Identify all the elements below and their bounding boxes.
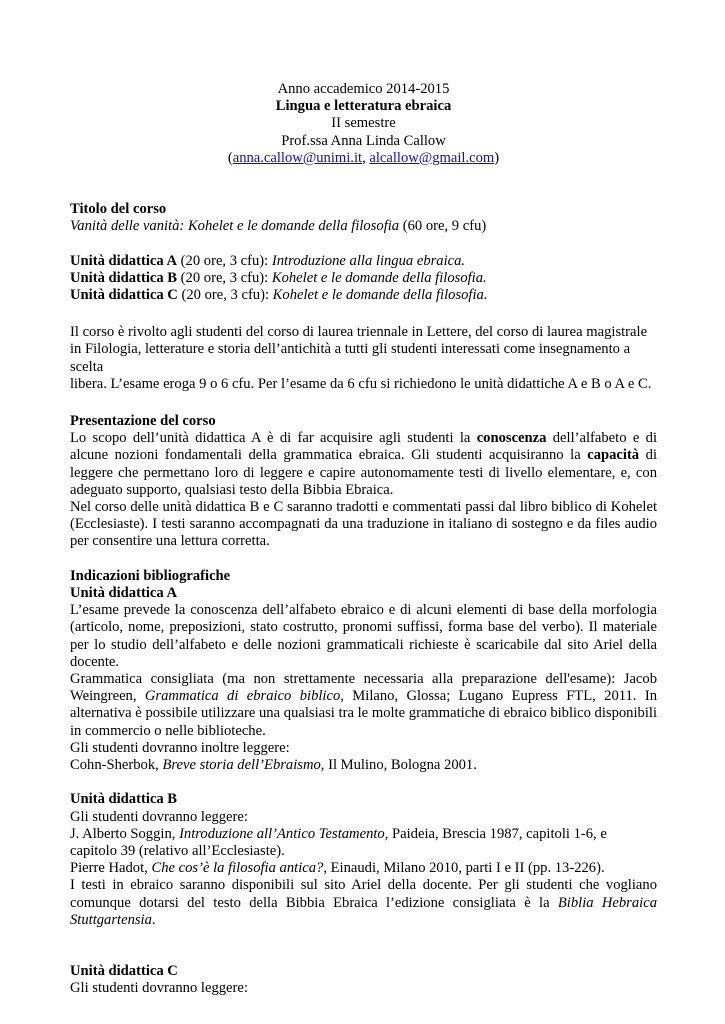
professor-name: Prof.ssa Anna Linda Callow [281, 132, 446, 149]
unit-c-label: Unità didattica C [70, 287, 178, 304]
intro-line-2: in Filologia, letterature e storia dell’antichità a tutti gli studenti interessati come insegnamento a scelta [70, 341, 631, 375]
presentation-text: di leggere che permettano loro di leggere e capire autonomamente testi di livello elementare, e, con adeguato supporto, qualsiasi testo della Bibbia Ebraica. [70, 447, 657, 498]
unit-b-topic: Kohelet e le domande della filosofia. [271, 269, 487, 286]
reading-author: J. Alberto Soggin, [70, 825, 180, 842]
presentation-paragraph-1 [70, 430, 657, 499]
keyword-conoscenza: conoscenza [476, 430, 547, 447]
semester: II semestre [331, 115, 396, 132]
grammar-text: Grammatica consigliata (ma non strettamente necessaria alla preparazione dell'esame): Jacob Weingreen, [70, 671, 657, 705]
unit-a-bibliography-heading: Unità didattica A [70, 585, 178, 602]
course-header [70, 81, 657, 167]
unit-a-topic: Introduzione alla lingua ebraica. [271, 252, 466, 269]
grammar-book-title: Grammatica di ebraico biblico [144, 688, 341, 705]
intro-line-1: Il corso è rivolto agli studenti del corso di laurea triennale in Lettere, del corso di laurea magistrale [70, 324, 648, 341]
unit-a-exam-paragraph: L’esame prevede la conoscenza dell’alfabeto ebraico e di alcuni elementi di base della morfologia (articolo, nome, preposizioni, stato costrutto, pronomi suffissi, forma base del verbo). Il materiale per lo studio dell’alfabeto e delle nozioni grammaticali richieste è scaricabile dal sito Ariel della docente. [70, 602, 657, 670]
unit-c-topic: Kohelet e le domande della filosofia. [272, 287, 488, 304]
unit-c-line [70, 287, 657, 304]
keyword-capacita: capacità [587, 447, 640, 464]
presentation-heading: Presentazione del corso [70, 413, 216, 430]
unit-c-hours: (20 ore, 3 cfu): [177, 287, 273, 304]
unit-a-reading-item [70, 757, 657, 774]
bibliography-heading: Indicazioni bibliografiche [70, 567, 231, 584]
course-title-text [70, 218, 657, 235]
unit-a-grammar-paragraph [70, 671, 657, 740]
academic-year: Anno accademico 2014-2015 [277, 81, 450, 97]
course-title-heading: Titolo del corso [70, 201, 167, 218]
unit-c-bibliography-heading: Unità didattica C [70, 963, 178, 980]
contact-emails: (anna.callow@unimi.it, alcallow@gmail.com) [227, 149, 500, 166]
reading-title: Che cos’è la filosofia antica? [151, 860, 324, 877]
reading-publisher: , Il Mulino, Bologna 2001. [320, 757, 477, 774]
email-link-unimi[interactable]: anna.callow@unimi.it [232, 149, 363, 166]
unit-b-hours: (20 ore, 3 cfu): [177, 269, 272, 286]
texts-note-end: . [151, 911, 156, 928]
unit-c-reading-intro: Gli studenti dovranno leggere: [70, 980, 248, 997]
reading-title: Breve storia dell’Ebraismo [162, 757, 321, 774]
course-title: Lingua e letteratura ebraica [275, 98, 452, 115]
reading-author: Pierre Hadot, [70, 860, 152, 877]
course-title-suffix: (60 ore, 9 cfu) [399, 218, 487, 235]
reading-title: Introduzione all’Antico Testamento [179, 825, 385, 842]
unit-b-label: Unità didattica B [70, 269, 178, 286]
unit-a-hours: (20 ore, 3 cfu): [177, 252, 272, 269]
unit-a-line [70, 253, 657, 270]
email-link-gmail[interactable]: alcallow@gmail.com [369, 149, 495, 166]
intro-line-3: libera. L’esame eroga 9 o 6 cfu. Per l’esame da 6 cfu si richiedono le unità didattiche A e B o A e C. [70, 375, 652, 392]
reading-publisher: , Einaudi, Milano 2010, parti I e II (pp. 13-226). [323, 860, 605, 877]
unit-b-line [70, 270, 657, 287]
reading-author: Cohn-Sherbok, [70, 757, 163, 774]
unit-b-reading-soggin [70, 826, 657, 860]
unit-b-texts-paragraph [70, 877, 657, 929]
document-content [70, 81, 657, 998]
intro-paragraph [70, 324, 657, 393]
presentation-text: dell’alfabeto e di alcune nozioni fondamentali della grammatica ebraica. Gli studenti acquisiranno la [70, 430, 657, 464]
unit-a-label: Unità didattica A [70, 252, 178, 269]
reading-publisher: , Paideia, Brescia 1987, capitoli 1-6, e capitolo 39 (relativo all’Ecclesiaste). [70, 825, 607, 860]
presentation-text: Lo scopo dell’unità didattica A è di far acquisire agli studenti la [70, 430, 477, 447]
bible-edition-title: Biblia Hebraica Stuttgartensia [70, 894, 657, 928]
texts-note: I testi in ebraico saranno disponibili sul sito Ariel della docente. Per gli studenti che vogliano comunque dotarsi del testo della Bibbia Ebraica l’edizione consigliata è la [70, 877, 657, 911]
unit-b-reading-intro: Gli studenti dovranno leggere: [70, 808, 248, 825]
unit-a-reading-intro: Gli studenti dovranno inoltre leggere: [70, 739, 290, 756]
presentation-paragraph-2: Nel corso delle unità didattica B e C saranno tradotti e commentati passi dal libro biblico di Kohelet (Ecclesiaste). I testi saranno accompagnati da una traduzione in italiano di sostegno e da files audio per consentire una lettura corretta. [70, 499, 657, 550]
grammar-text: , Milano, Glossa; Lugano Eupress FTL, 2011. In alternativa è possibile utilizzare una qualsiasi tra le molte grammatiche di ebraico biblico disponibili in commercio o nelle biblioteche. [70, 688, 657, 739]
unit-b-reading-hadot [70, 860, 657, 877]
unit-b-bibliography-heading: Unità didattica B [70, 791, 178, 808]
course-title-italic: Vanità delle vanità: Kohelet e le domande della filosofia [70, 218, 400, 235]
